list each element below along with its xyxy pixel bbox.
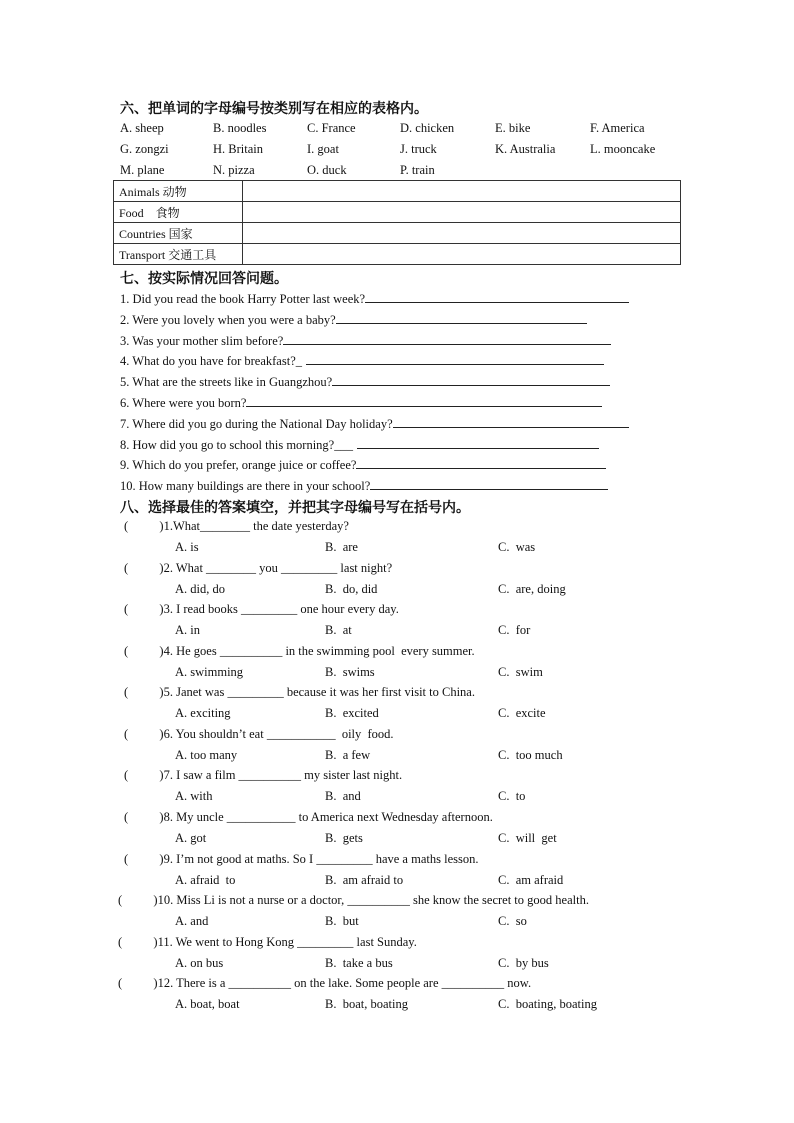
mc-question[interactable]: ( )2. What ________ you _________ last night? xyxy=(124,561,393,575)
answer-line[interactable] xyxy=(357,436,599,449)
option-b: B. do, did xyxy=(325,582,378,596)
option-b: B. are xyxy=(325,540,358,554)
option-a: A. is xyxy=(175,540,199,554)
mc-question[interactable]: ( )7. I saw a film __________ my sister last night. xyxy=(124,768,403,782)
word-item: O. duck xyxy=(307,163,347,177)
category-label: Transport 交通工具 xyxy=(114,244,243,265)
word-item: K. Australia xyxy=(495,142,556,156)
section7-title: 七、按实际情况回答问题。 xyxy=(120,271,288,287)
option-c: C. are, doing xyxy=(498,582,566,596)
table-row xyxy=(114,181,681,202)
mc-question[interactable]: ( )4. He goes __________ in the swimming pool every summer. xyxy=(124,644,475,658)
option-c: C. to xyxy=(498,789,526,803)
mc-question[interactable]: ( )10. Miss Li is not a nurse or a doctor, __________ she know the secret to good health. xyxy=(118,893,589,907)
question-text: 2. Were you lovely when you were a baby? xyxy=(120,313,336,327)
word-item: M. plane xyxy=(120,163,165,177)
option-c: C. for xyxy=(498,623,531,637)
answer-cell[interactable] xyxy=(243,223,681,244)
word-item: L. mooncake xyxy=(590,142,656,156)
answer-line[interactable] xyxy=(365,290,629,303)
question-text: 3. Was your mother slim before? xyxy=(120,334,284,348)
option-a: A. on bus xyxy=(175,956,224,970)
option-b: B. but xyxy=(325,914,359,928)
option-b: B. take a bus xyxy=(325,956,393,970)
answer-line[interactable] xyxy=(393,415,629,428)
question-text: 4. What do you have for breakfast?_ xyxy=(120,354,302,368)
word-item: J. truck xyxy=(400,142,437,156)
word-item: F. America xyxy=(590,121,645,135)
option-c: C. so xyxy=(498,914,527,928)
option-c: C. by bus xyxy=(498,956,549,970)
answer-cell[interactable] xyxy=(243,244,681,265)
answer-line[interactable] xyxy=(332,373,610,386)
category-table xyxy=(113,180,681,265)
answer-line[interactable] xyxy=(283,332,611,345)
option-a: A. swimming xyxy=(175,665,244,679)
question-text: 6. Where were you born? xyxy=(120,396,247,410)
word-item: E. bike xyxy=(495,121,531,135)
question-text: 9. Which do you prefer, orange juice or coffee? xyxy=(120,458,357,472)
mc-question[interactable]: ( )3. I read books _________ one hour every day. xyxy=(124,602,399,616)
word-item: C. France xyxy=(307,121,356,135)
option-a: A. in xyxy=(175,623,200,637)
option-a: A. too many xyxy=(175,748,238,762)
option-a: A. exciting xyxy=(175,706,231,720)
word-item: H. Britain xyxy=(213,142,263,156)
option-c: C. swim xyxy=(498,665,543,679)
option-a: A. afraid to xyxy=(175,873,236,887)
question-row xyxy=(120,436,599,453)
table-row xyxy=(114,244,681,265)
option-b: B. a few xyxy=(325,748,371,762)
question-row xyxy=(120,290,629,307)
word-item: B. noodles xyxy=(213,121,267,135)
table-row xyxy=(114,223,681,244)
question-row xyxy=(120,311,587,328)
answer-line[interactable] xyxy=(370,477,608,490)
option-c: C. will get xyxy=(498,831,557,845)
option-a: A. boat, boat xyxy=(175,997,240,1011)
category-label: Animals 动物 xyxy=(114,181,243,202)
option-b: B. at xyxy=(325,623,352,637)
answer-line[interactable] xyxy=(356,456,606,469)
answer-cell[interactable] xyxy=(243,202,681,223)
question-text: 1. Did you read the book Harry Potter last week? xyxy=(120,292,366,306)
word-item: G. zongzi xyxy=(120,142,169,156)
option-c: C. excite xyxy=(498,706,546,720)
answer-line[interactable] xyxy=(336,311,587,324)
option-b: B. and xyxy=(325,789,361,803)
option-b: B. swims xyxy=(325,665,375,679)
mc-question[interactable]: ( )12. There is a __________ on the lake. Some people are __________ now. xyxy=(118,976,532,990)
option-c: C. too much xyxy=(498,748,563,762)
answer-cell[interactable] xyxy=(243,181,681,202)
question-row xyxy=(120,456,606,473)
table-row xyxy=(114,202,681,223)
word-item: P. train xyxy=(400,163,435,177)
question-text: 5. What are the streets like in Guangzhou? xyxy=(120,375,333,389)
word-item: I. goat xyxy=(307,142,339,156)
question-row xyxy=(120,477,608,494)
option-b: B. am afraid to xyxy=(325,873,404,887)
word-item: A. sheep xyxy=(120,121,164,135)
answer-line[interactable] xyxy=(306,352,604,365)
mc-question[interactable]: ( )8. My uncle ___________ to America next Wednesday afternoon. xyxy=(124,810,493,824)
mc-question[interactable]: ( )1.What________ the date yesterday? xyxy=(124,519,349,533)
option-a: A. and xyxy=(175,914,209,928)
option-b: B. boat, boating xyxy=(325,997,408,1011)
word-item: D. chicken xyxy=(400,121,455,135)
option-c: C. was xyxy=(498,540,536,554)
option-c: C. boating, boating xyxy=(498,997,597,1011)
option-a: A. got xyxy=(175,831,207,845)
question-row xyxy=(120,373,610,390)
option-b: B. excited xyxy=(325,706,379,720)
section6-title: 六、把单词的字母编号按类别写在相应的表格内。 xyxy=(120,101,428,117)
question-row xyxy=(120,394,602,411)
mc-question[interactable]: ( )9. I’m not good at maths. So I _________ have a maths lesson. xyxy=(124,852,479,866)
section8-title: 八、选择最佳的答案填空，并把其字母编号写在括号内。 xyxy=(120,500,470,516)
mc-question[interactable]: ( )11. We went to Hong Kong _________ last Sunday. xyxy=(118,935,417,949)
mc-question[interactable]: ( )5. Janet was _________ because it was her first visit to China. xyxy=(124,685,475,699)
category-label: Food 食物 xyxy=(114,202,243,223)
word-item: N. pizza xyxy=(213,163,255,177)
mc-question[interactable]: ( )6. You shouldn’t eat ___________ oily food. xyxy=(124,727,394,741)
question-row xyxy=(120,415,629,432)
question-text: 10. How many buildings are there in your school? xyxy=(120,479,371,493)
option-a: A. did, do xyxy=(175,582,225,596)
option-a: A. with xyxy=(175,789,213,803)
question-row xyxy=(120,332,611,349)
option-b: B. gets xyxy=(325,831,363,845)
category-label: Countries 国家 xyxy=(114,223,243,244)
answer-line[interactable] xyxy=(246,394,602,407)
option-c: C. am afraid xyxy=(498,873,564,887)
question-row xyxy=(120,352,604,369)
question-text: 8. How did you go to school this morning?___ xyxy=(120,438,353,452)
question-text: 7. Where did you go during the National Day holiday? xyxy=(120,417,393,431)
